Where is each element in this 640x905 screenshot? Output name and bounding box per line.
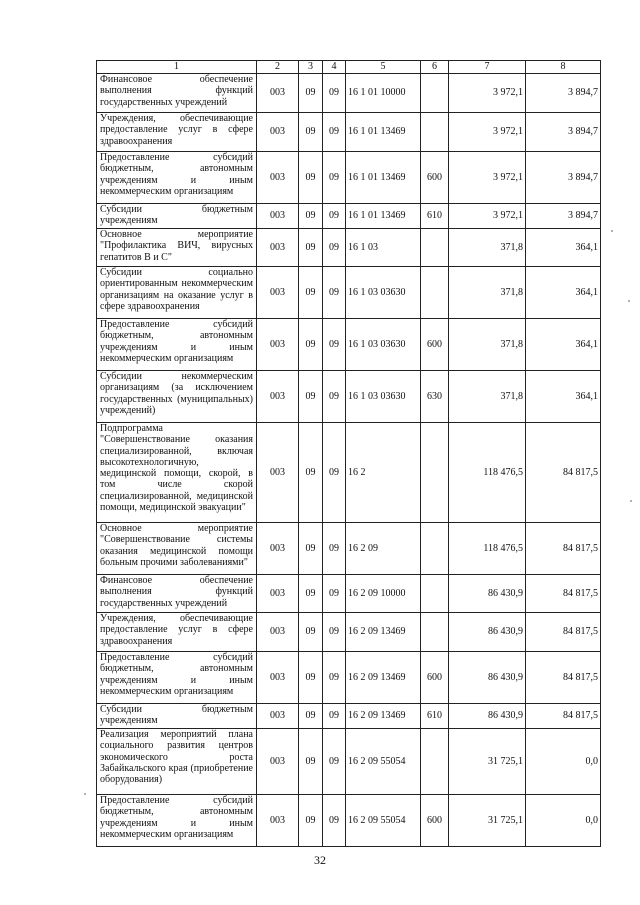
table-row — [97, 423, 601, 523]
table-body — [97, 74, 601, 847]
row-target-article-cell: 16 2 09 — [346, 523, 421, 575]
row-amount-2-cell: 3 894,7 — [526, 152, 601, 204]
row-expense-type-cell — [421, 74, 449, 113]
row-amount-2-cell: 84 817,5 — [526, 652, 601, 704]
scan-speck — [630, 500, 632, 502]
row-amount-2-cell: 3 894,7 — [526, 204, 601, 229]
row-subsection-cell: 09 — [323, 152, 346, 204]
table-row — [97, 704, 601, 729]
table-row — [97, 523, 601, 575]
row-amount-2-cell: 84 817,5 — [526, 575, 601, 613]
row-expense-type-cell: 630 — [421, 371, 449, 423]
row-target-article-cell: 16 2 09 13469 — [346, 704, 421, 729]
col-header-7: 7 — [449, 61, 526, 74]
row-amount-1-cell: 3 972,1 — [449, 152, 526, 204]
row-subsection-cell: 09 — [323, 575, 346, 613]
row-name-cell: Учреждения, обеспечивающие предоставление услуг в сфере здравоохранения — [97, 613, 257, 652]
row-expense-type-cell — [421, 613, 449, 652]
budget-table-page — [96, 60, 600, 847]
row-name-cell: Предоставление субсидий бюджетным, автономным учреждениям и иным некоммерческим организациям — [97, 319, 257, 371]
row-expense-type-cell — [421, 113, 449, 152]
row-amount-2-cell: 364,1 — [526, 267, 601, 319]
row-amount-2-cell: 3 894,7 — [526, 74, 601, 113]
row-target-article-cell: 16 2 09 13469 — [346, 613, 421, 652]
row-amount-1-cell: 371,8 — [449, 229, 526, 267]
row-code-cell: 003 — [257, 613, 299, 652]
row-amount-2-cell: 0,0 — [526, 795, 601, 847]
row-amount-1-cell: 31 725,1 — [449, 795, 526, 847]
row-section-cell: 09 — [299, 113, 323, 152]
row-section-cell: 09 — [299, 523, 323, 575]
col-header-8: 8 — [526, 61, 601, 74]
row-subsection-cell: 09 — [323, 729, 346, 795]
row-target-article-cell: 16 2 09 55054 — [346, 795, 421, 847]
row-section-cell: 09 — [299, 371, 323, 423]
row-amount-1-cell: 86 430,9 — [449, 613, 526, 652]
row-amount-1-cell: 3 972,1 — [449, 204, 526, 229]
row-expense-type-cell: 610 — [421, 704, 449, 729]
row-amount-2-cell: 84 817,5 — [526, 523, 601, 575]
row-amount-2-cell: 0,0 — [526, 729, 601, 795]
row-name-cell: Финансовое обеспечение выполнения функций государственных учреждений — [97, 74, 257, 113]
row-target-article-cell: 16 1 01 10000 — [346, 74, 421, 113]
table-row — [97, 74, 601, 113]
col-header-2: 2 — [257, 61, 299, 74]
col-header-3: 3 — [299, 61, 323, 74]
row-subsection-cell: 09 — [323, 423, 346, 523]
table-row — [97, 575, 601, 613]
row-section-cell: 09 — [299, 319, 323, 371]
row-code-cell: 003 — [257, 229, 299, 267]
row-code-cell: 003 — [257, 423, 299, 523]
row-expense-type-cell: 600 — [421, 795, 449, 847]
row-code-cell: 003 — [257, 704, 299, 729]
col-header-5: 5 — [346, 61, 421, 74]
row-section-cell: 09 — [299, 204, 323, 229]
row-section-cell: 09 — [299, 704, 323, 729]
row-amount-1-cell: 371,8 — [449, 371, 526, 423]
row-amount-1-cell: 86 430,9 — [449, 652, 526, 704]
row-amount-2-cell: 364,1 — [526, 319, 601, 371]
row-subsection-cell: 09 — [323, 74, 346, 113]
row-amount-2-cell: 84 817,5 — [526, 423, 601, 523]
row-amount-2-cell: 364,1 — [526, 229, 601, 267]
row-name-cell: Субсидии бюджетным учреждениям — [97, 204, 257, 229]
row-section-cell: 09 — [299, 729, 323, 795]
table-row — [97, 319, 601, 371]
col-header-1: 1 — [97, 61, 257, 74]
row-expense-type-cell: 600 — [421, 152, 449, 204]
row-subsection-cell: 09 — [323, 113, 346, 152]
header-row — [97, 61, 601, 74]
row-section-cell: 09 — [299, 423, 323, 523]
row-name-cell: Субсидии бюджетным учреждениям — [97, 704, 257, 729]
row-section-cell: 09 — [299, 267, 323, 319]
row-name-cell: Учреждения, обеспечивающие предоставление услуг в сфере здравоохранения — [97, 113, 257, 152]
row-target-article-cell: 16 1 03 03630 — [346, 267, 421, 319]
row-section-cell: 09 — [299, 613, 323, 652]
table-row — [97, 204, 601, 229]
scan-speck — [628, 300, 630, 302]
row-amount-1-cell: 118 476,5 — [449, 423, 526, 523]
row-subsection-cell: 09 — [323, 613, 346, 652]
row-name-cell: Финансовое обеспечение выполнения функций государственных учреждений — [97, 575, 257, 613]
row-expense-type-cell: 600 — [421, 319, 449, 371]
row-amount-2-cell: 364,1 — [526, 371, 601, 423]
row-code-cell: 003 — [257, 371, 299, 423]
row-subsection-cell: 09 — [323, 652, 346, 704]
row-amount-2-cell: 3 894,7 — [526, 113, 601, 152]
row-code-cell: 003 — [257, 74, 299, 113]
row-name-cell: Субсидии социально ориентированным некоммерческим организациям на оказание услуг в сфере здравоохранения — [97, 267, 257, 319]
row-amount-1-cell: 31 725,1 — [449, 729, 526, 795]
row-target-article-cell: 16 1 01 13469 — [346, 204, 421, 229]
row-amount-2-cell: 84 817,5 — [526, 704, 601, 729]
row-name-cell: Основное мероприятие "Совершенствование системы оказания медицинской помощи больным прочими заболеваниями" — [97, 523, 257, 575]
row-subsection-cell: 09 — [323, 704, 346, 729]
row-section-cell: 09 — [299, 575, 323, 613]
row-code-cell: 003 — [257, 795, 299, 847]
row-amount-2-cell: 84 817,5 — [526, 613, 601, 652]
row-code-cell: 003 — [257, 267, 299, 319]
row-amount-1-cell: 3 972,1 — [449, 74, 526, 113]
col-header-4: 4 — [323, 61, 346, 74]
row-subsection-cell: 09 — [323, 267, 346, 319]
row-expense-type-cell — [421, 229, 449, 267]
row-amount-1-cell: 118 476,5 — [449, 523, 526, 575]
row-expense-type-cell: 610 — [421, 204, 449, 229]
row-target-article-cell: 16 1 01 13469 — [346, 152, 421, 204]
row-section-cell: 09 — [299, 74, 323, 113]
row-code-cell: 003 — [257, 152, 299, 204]
row-subsection-cell: 09 — [323, 371, 346, 423]
row-target-article-cell: 16 2 — [346, 423, 421, 523]
row-name-cell: Реализация мероприятий плана социального развития центров экономического роста Забайкальского края (приобретение оборудования) — [97, 729, 257, 795]
row-code-cell: 003 — [257, 729, 299, 795]
row-name-cell: Подпрограмма "Совершенствование оказания специализированной, включая высокотехнологичную, медицинской помощи, скорой, в том числе скорой специализированной, медицинской помощи, медицинской эвакуации" — [97, 423, 257, 523]
row-subsection-cell: 09 — [323, 795, 346, 847]
row-target-article-cell: 16 1 01 13469 — [346, 113, 421, 152]
row-expense-type-cell — [421, 423, 449, 523]
row-name-cell: Предоставление субсидий бюджетным, автономным учреждениям и иным некоммерческим организациям — [97, 652, 257, 704]
row-target-article-cell: 16 2 09 10000 — [346, 575, 421, 613]
row-code-cell: 003 — [257, 319, 299, 371]
table-row — [97, 371, 601, 423]
row-section-cell: 09 — [299, 152, 323, 204]
table-row — [97, 795, 601, 847]
row-name-cell: Предоставление субсидий бюджетным, автономным учреждениям и иным некоммерческим организациям — [97, 795, 257, 847]
row-expense-type-cell — [421, 523, 449, 575]
table-row — [97, 267, 601, 319]
row-expense-type-cell: 600 — [421, 652, 449, 704]
row-expense-type-cell — [421, 267, 449, 319]
row-name-cell: Основное мероприятие "Профилактика ВИЧ, вирусных гепатитов В и С" — [97, 229, 257, 267]
row-amount-1-cell: 3 972,1 — [449, 113, 526, 152]
budget-table — [96, 60, 601, 847]
scan-speck — [611, 230, 613, 232]
table-row — [97, 729, 601, 795]
row-code-cell: 003 — [257, 652, 299, 704]
row-expense-type-cell — [421, 729, 449, 795]
row-subsection-cell: 09 — [323, 229, 346, 267]
row-target-article-cell: 16 1 03 03630 — [346, 319, 421, 371]
row-section-cell: 09 — [299, 795, 323, 847]
row-target-article-cell: 16 1 03 03630 — [346, 371, 421, 423]
table-row — [97, 152, 601, 204]
row-target-article-cell: 16 1 03 — [346, 229, 421, 267]
row-amount-1-cell: 371,8 — [449, 267, 526, 319]
scan-speck — [84, 793, 86, 795]
row-expense-type-cell — [421, 575, 449, 613]
table-row — [97, 113, 601, 152]
row-code-cell: 003 — [257, 575, 299, 613]
row-amount-1-cell: 371,8 — [449, 319, 526, 371]
row-subsection-cell: 09 — [323, 319, 346, 371]
col-header-6: 6 — [421, 61, 449, 74]
row-section-cell: 09 — [299, 229, 323, 267]
row-name-cell: Субсидии некоммерческим организациям (за исключением государственных (муниципальных) учреждений) — [97, 371, 257, 423]
row-amount-1-cell: 86 430,9 — [449, 704, 526, 729]
page-number: 32 — [314, 853, 326, 867]
row-code-cell: 003 — [257, 204, 299, 229]
row-name-cell: Предоставление субсидий бюджетным, автономным учреждениям и иным некоммерческим организациям — [97, 152, 257, 204]
row-target-article-cell: 16 2 09 13469 — [346, 652, 421, 704]
row-subsection-cell: 09 — [323, 523, 346, 575]
row-code-cell: 003 — [257, 523, 299, 575]
table-row — [97, 229, 601, 267]
row-target-article-cell: 16 2 09 55054 — [346, 729, 421, 795]
row-subsection-cell: 09 — [323, 204, 346, 229]
row-code-cell: 003 — [257, 113, 299, 152]
row-section-cell: 09 — [299, 652, 323, 704]
table-row — [97, 652, 601, 704]
row-amount-1-cell: 86 430,9 — [449, 575, 526, 613]
table-row — [97, 613, 601, 652]
